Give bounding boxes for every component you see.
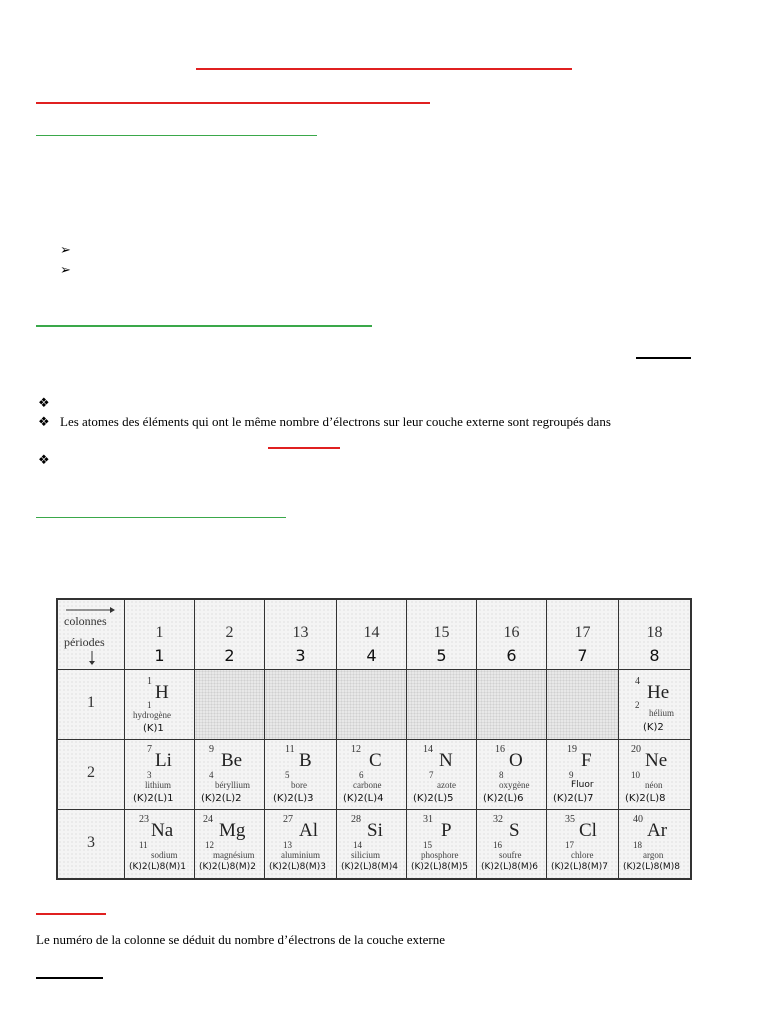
element-cell-Mg <box>195 810 265 878</box>
element-cell-P <box>407 810 477 878</box>
atomic-number: 5 <box>285 770 290 780</box>
atomic-number: 12 <box>205 840 214 850</box>
mass-number: 27 <box>283 814 293 825</box>
mass-number: 24 <box>203 814 213 825</box>
column-header-17 <box>547 600 619 670</box>
mass-number: 20 <box>631 744 641 755</box>
element-cell-Si <box>337 810 407 878</box>
period-label-3 <box>58 810 125 878</box>
element-name: silicium <box>351 850 380 860</box>
element-symbol: Ar <box>647 820 668 841</box>
column-handwritten: 7 <box>577 646 588 665</box>
mass-number: 14 <box>423 744 433 755</box>
element-symbol: C <box>369 750 382 771</box>
corner-columns-label: colonnes <box>64 614 107 628</box>
arrow-right-icon <box>64 606 116 614</box>
empty-cell <box>477 670 547 740</box>
corner-periods-label: périodes <box>64 635 105 649</box>
element-name: aluminium <box>281 850 320 860</box>
mass-number: 7 <box>147 744 152 755</box>
electron-configuration: (K)2(L)3 <box>273 793 314 804</box>
electron-configuration: (K)2(L)8(M)2 <box>199 862 256 872</box>
element-name: sodium <box>151 850 178 860</box>
mass-number: 9 <box>209 744 214 755</box>
electron-configuration: (K)2(L)1 <box>133 793 174 804</box>
empty-cell <box>547 670 619 740</box>
atomic-number: 17 <box>565 840 574 850</box>
element-name: hydrogène <box>133 710 171 720</box>
arrow-down-icon <box>88 650 96 666</box>
electron-configuration: (K)2(L)8(M)6 <box>481 862 538 872</box>
element-symbol: Li <box>155 750 172 771</box>
mass-number: 1 <box>147 676 152 687</box>
atomic-number: 10 <box>631 770 640 780</box>
diamond-bullet-2: ❖ <box>38 414 50 429</box>
atomic-number: 4 <box>209 770 214 780</box>
empty-cell <box>265 670 337 740</box>
example-underline <box>36 977 103 979</box>
element-symbol: N <box>439 750 453 771</box>
column-number: 13 <box>292 624 309 641</box>
electron-configuration: (K)2(L)8(M)5 <box>411 862 468 872</box>
electron-configuration: (K)2(L)8(M)4 <box>341 862 398 872</box>
atomic-number: 9 <box>569 770 574 780</box>
element-cell-H <box>125 670 195 740</box>
periodic-table <box>56 598 692 880</box>
element-name: béryllium <box>215 780 250 790</box>
column-header-1 <box>125 600 195 670</box>
mass-number: 19 <box>567 744 577 755</box>
element-cell-He <box>619 670 690 740</box>
element-cell-C <box>337 740 407 810</box>
element-name: soufre <box>499 850 522 860</box>
element-symbol: O <box>509 750 523 771</box>
atomic-number: 8 <box>499 770 504 780</box>
arrow-bullet-2: ➢ <box>60 262 71 277</box>
element-cell-S <box>477 810 547 878</box>
electron-configuration: (K)2(L)6 <box>483 793 524 804</box>
section-heading-underline <box>36 102 430 104</box>
atomic-number: 16 <box>493 840 502 850</box>
mass-number: 4 <box>635 676 640 687</box>
subsection-heading-underline-1 <box>36 135 317 136</box>
column-number: 18 <box>646 624 663 641</box>
electron-configuration: (K)2(L)4 <box>343 793 384 804</box>
element-symbol: Na <box>151 820 174 841</box>
column-handwritten: 2 <box>224 646 235 665</box>
corner-cell <box>58 600 125 670</box>
period-label-2 <box>58 740 125 810</box>
column-handwritten: 4 <box>366 646 377 665</box>
column-number: 16 <box>503 624 520 641</box>
element-cell-Al <box>265 810 337 878</box>
diamond-bullet-1: ❖ <box>38 395 50 410</box>
element-symbol: P <box>441 820 452 841</box>
electron-configuration: (K)2(L)2 <box>201 793 242 804</box>
element-symbol: Mg <box>219 820 246 841</box>
column-handwritten: 1 <box>154 646 165 665</box>
mass-number: 31 <box>423 814 433 825</box>
element-name: azote <box>437 780 456 790</box>
element-symbol: Cl <box>579 820 597 841</box>
column-handwritten: 3 <box>295 646 306 665</box>
electron-configuration: (K)1 <box>143 723 164 734</box>
column-number: 15 <box>433 624 450 641</box>
remark-underline <box>36 913 106 915</box>
column-number: 2 <box>225 624 234 641</box>
element-name: oxygène <box>499 780 530 790</box>
column-number: 1 <box>155 624 164 641</box>
empty-cell <box>407 670 477 740</box>
element-symbol: Ne <box>645 750 668 771</box>
electron-configuration: (K)2(L)8(M)1 <box>129 862 186 872</box>
electron-configuration: (K)2(L)7 <box>553 793 594 804</box>
column-header-2 <box>195 600 265 670</box>
element-name: Fluor <box>571 780 594 790</box>
period-number: 2 <box>87 764 95 781</box>
electron-configuration: (K)2(L)8(M)3 <box>269 862 326 872</box>
period-label-1 <box>58 670 125 740</box>
element-cell-Na <box>125 810 195 878</box>
subsection-heading-underline-3 <box>36 517 286 518</box>
electron-configuration: (K)2 <box>643 722 664 733</box>
keyword-underline-1 <box>636 357 691 359</box>
element-cell-O <box>477 740 547 810</box>
column-handwritten: 5 <box>436 646 447 665</box>
diamond-bullet-3: ❖ <box>38 452 50 467</box>
element-symbol: Be <box>221 750 243 771</box>
atomic-number: 13 <box>283 840 292 850</box>
column-header-13 <box>265 600 337 670</box>
element-cell-Ar <box>619 810 690 878</box>
element-symbol: Al <box>299 820 318 841</box>
element-name: chlore <box>571 850 594 860</box>
element-name: argon <box>643 850 664 860</box>
mass-number: 12 <box>351 744 361 755</box>
title-underline <box>196 68 572 70</box>
column-handwritten: 6 <box>506 646 517 665</box>
mass-number: 23 <box>139 814 149 825</box>
element-symbol: F <box>581 750 592 771</box>
element-symbol: Si <box>367 820 383 841</box>
electron-configuration: (K)2(L)8 <box>625 793 666 804</box>
column-header-15 <box>407 600 477 670</box>
element-name: carbone <box>353 780 382 790</box>
atomic-number: 2 <box>635 700 640 710</box>
column-header-14 <box>337 600 407 670</box>
element-cell-Ne <box>619 740 690 810</box>
column-handwritten: 8 <box>649 646 660 665</box>
electron-configuration: (K)2(L)5 <box>413 793 454 804</box>
element-name: phosphore <box>421 850 459 860</box>
element-cell-N <box>407 740 477 810</box>
empty-cell <box>337 670 407 740</box>
atomic-number: 14 <box>353 840 362 850</box>
element-name: bore <box>291 780 307 790</box>
mass-number: 40 <box>633 814 643 825</box>
empty-cell <box>195 670 265 740</box>
atomic-number: 18 <box>633 840 642 850</box>
mass-number: 35 <box>565 814 575 825</box>
atomic-number: 15 <box>423 840 432 850</box>
subsection-heading-underline-2 <box>36 325 372 327</box>
element-symbol: S <box>509 820 520 841</box>
element-cell-Li <box>125 740 195 810</box>
element-name: magnésium <box>213 850 255 860</box>
element-name: néon <box>645 780 663 790</box>
atomic-number: 7 <box>429 770 434 780</box>
mass-number: 32 <box>493 814 503 825</box>
atomic-number: 6 <box>359 770 364 780</box>
element-symbol: He <box>647 682 670 703</box>
element-cell-B <box>265 740 337 810</box>
column-header-18 <box>619 600 690 670</box>
column-number: 17 <box>574 624 591 641</box>
electron-configuration: (K)2(L)8(M)7 <box>551 862 608 872</box>
element-name: lithium <box>145 780 172 790</box>
atomic-number: 1 <box>147 700 152 710</box>
column-header-16 <box>477 600 547 670</box>
keyword-underline-2 <box>268 447 340 449</box>
mass-number: 11 <box>285 744 295 755</box>
atomic-number: 11 <box>139 840 148 850</box>
sentence-columns: Les atomes des éléments qui ont le même nombre d’électrons sur leur couche externe sont regroupés dans <box>60 414 611 429</box>
element-symbol: H <box>155 682 169 703</box>
mass-number: 28 <box>351 814 361 825</box>
mass-number: 16 <box>495 744 505 755</box>
element-symbol: B <box>299 750 312 771</box>
atomic-number: 3 <box>147 770 152 780</box>
element-name: hélium <box>649 708 674 718</box>
element-cell-F <box>547 740 619 810</box>
period-number: 1 <box>87 694 95 711</box>
column-number: 14 <box>363 624 380 641</box>
period-number: 3 <box>87 834 95 851</box>
electron-configuration: (K)2(L)8(M)8 <box>623 862 680 872</box>
sentence-column-number: Le numéro de la colonne se déduit du nombre d’électrons de la couche externe <box>36 932 445 947</box>
element-cell-Be <box>195 740 265 810</box>
element-cell-Cl <box>547 810 619 878</box>
arrow-bullet-1: ➢ <box>60 242 71 257</box>
